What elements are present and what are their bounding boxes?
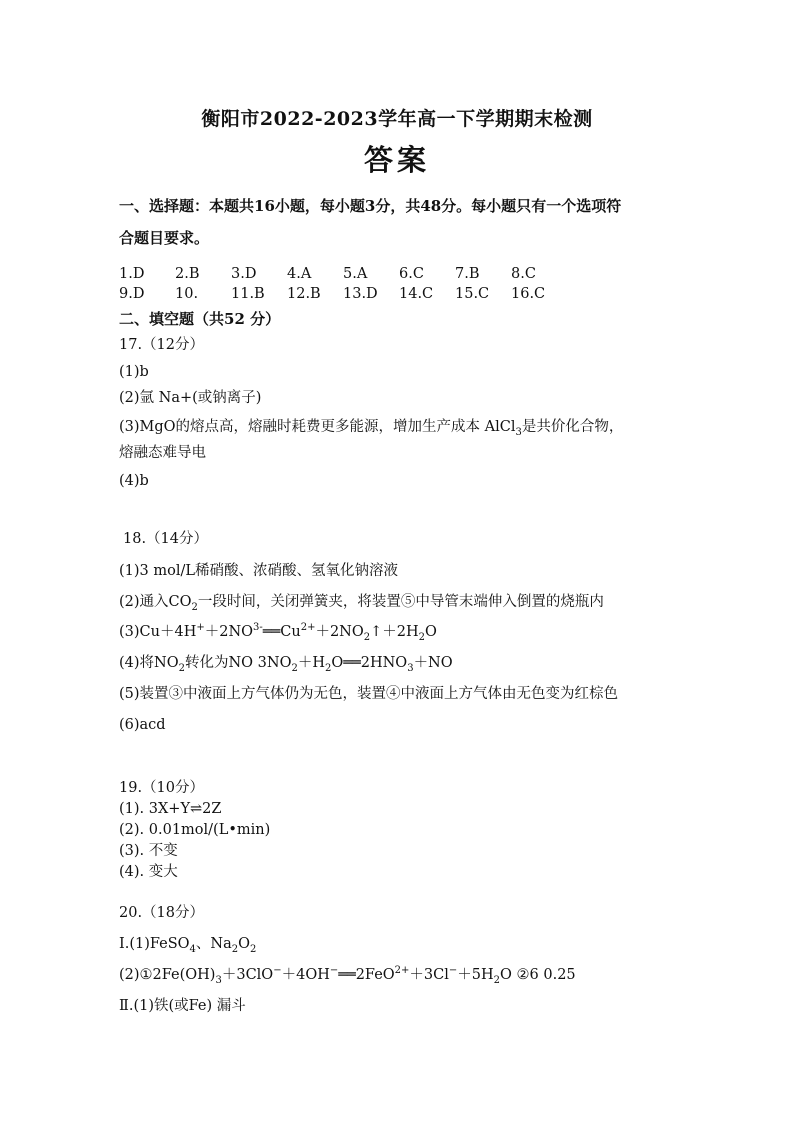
q20-label: 20.（18分） [119,905,205,921]
mcq-answers-row1 [119,264,567,284]
page-title: 衡阳市2022-2023学年高一下学期期末检测 [201,108,593,130]
mcq-answer: 5.A [343,266,368,282]
q19-answer-4: (4). 变大 [119,864,178,880]
q17-answer-2: (2)氩 Na+(或钠离子) [119,390,262,406]
q18-answer-3: $(3)Cu+4H^++2NO^{3-}══Cu^{2+}+2NO_2↑+2H_2O$ [119,622,437,643]
mcq-answer: 1.D [119,266,145,282]
q18-answer-2: (2)通入$CO_2$一段时间，关闭弹簧夹，将装置⑤中导管末端伸入倒置的烧瓶内 [119,594,604,613]
q20-part1-answer-1: Ⅰ.(1)FeSO$_4$、$Na_2O_2$ [119,936,257,955]
q17-label: 17.（12分） [119,337,205,353]
q20-part2-answer-1: Ⅱ.(1)铁(或Fe) 漏斗 [119,998,246,1014]
q18-answer-1: (1)3 mol/L稀硝酸、浓硝酸、氢氧化钠溶液 [119,563,399,579]
mcq-answer: 3.D [231,266,257,282]
mcq-answer: 2.B [175,266,200,282]
mcq-answer: 15.C [455,286,490,302]
q20-part1-answer-2: $(2)①2Fe(OH)_3+3ClO^-+4OH^-══2FeO^{2+}+3Cl^-+5H_2O$ ②6 0.25 [119,965,576,986]
q19-label: 19.（10分） [119,780,205,796]
mcq-answer: 10. [175,286,199,302]
q19-answer-3: (3). 不变 [119,843,178,859]
mcq-answer: 9.D [119,286,145,302]
mcq-answer: 8.C [511,266,536,282]
page-subtitle: 答案 [363,143,430,177]
mcq-answers-row2 [119,284,567,304]
q18-answer-5: (5)装置③中液面上方气体仍为无色，装置④中液面上方气体由无色变为红棕色 [119,686,619,702]
q17-answer-1: (1)b [119,364,149,380]
q19-answer-1: (1). 3X+Y⇌2Z [119,801,222,817]
q17-answer-4: (4)b [119,473,149,489]
mcq-answer: 7.B [455,266,480,282]
mcq-answer: 4.A [287,266,312,282]
mcq-answer: 11.B [231,286,265,302]
mcq-answer: 16.C [511,286,546,302]
q18-label: 18.（14分） [123,531,209,547]
q18-answer-4: (4)将$NO_2$转化为NO $3NO_2+H_2O══2HNO_3+NO$ [119,655,453,674]
section1-heading-line2: 合题目要求。 [119,229,210,247]
mcq-answer: 12.B [287,286,321,302]
mcq-answer: 14.C [399,286,434,302]
q18-answer-6: (6)acd [119,717,166,733]
section1-heading-line1: 一、选择题：本题共16小题，每小题3分，共48分。每小题只有一个选项符 [119,197,622,215]
q17-answer-3: (3)MgO的熔点高，熔融时耗费更多能源，增加生产成本 AlCl$_3$是共价化合物， [119,419,624,438]
mcq-answer: 6.C [399,266,424,282]
mcq-answer: 13.D [343,286,378,302]
q19-answer-2: (2). 0.01mol/(L•min) [119,822,271,838]
section2-heading: 二、填空题（共52 分） [119,310,281,328]
q17-answer-3-cont: 熔融态难导电 [119,445,206,461]
